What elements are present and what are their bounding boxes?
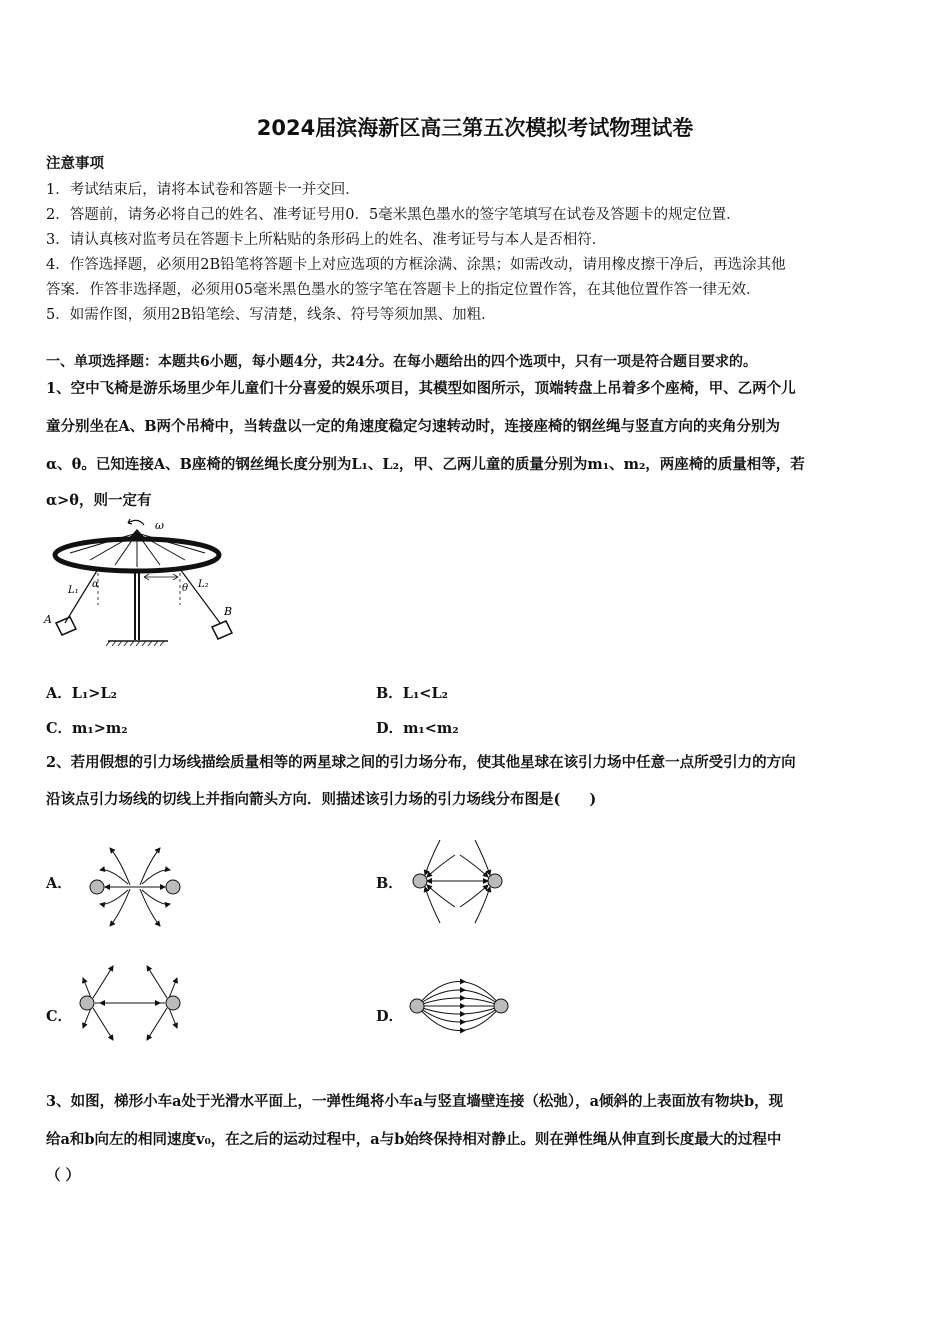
field-diagram-b <box>405 835 510 930</box>
A-label: A <box>44 613 52 626</box>
B-label: B <box>224 605 233 618</box>
notice-item: 5．如需作图，须用2B铅笔绘、写清楚，线条、符号等须加黑、加粗． <box>46 307 496 323</box>
field-diagram-c <box>75 958 185 1053</box>
theta-label: θ <box>182 583 189 594</box>
q2-text: 2、若用假想的引力场线描绘质量相等的两星球之间的引力场分布，使其他星球在该引力场中任意一点所受引力的方向 <box>46 754 796 771</box>
q1-text: α、θ。已知连接A、B座椅的钢丝绳长度分别为L₁、L₂，甲、乙两儿童的质量分别为m₁、m₂，两座椅的质量相等，若 <box>46 456 805 473</box>
q2-option-d[interactable]: D． <box>376 1008 404 1025</box>
q1-text: 童分别坐在A、B两个吊椅中，当转盘以一定的角速度稳定匀速转动时，连接座椅的钢丝绳与竖直方向的夹角分别为 <box>46 418 781 435</box>
notice-item: 4．作答选择题，必须用2B铅笔将答题卡上对应选项的方框涂满、涂黑；如需改动，请用橡皮擦干净后，再选涂其他 <box>46 257 786 273</box>
q2-option-b[interactable]: B． <box>376 875 403 892</box>
swing-ride-figure <box>40 515 250 655</box>
omega-label: ω <box>155 519 164 532</box>
L2-label: L₂ <box>198 579 209 590</box>
q1-text: α>θ，则一定有 <box>46 492 152 509</box>
q3-text: 给a和b向左的相同速度v₀，在之后的运动过程中，a与b始终保持相对静止。则在弹性绳从伸直到长度最大的过程中 <box>46 1131 782 1148</box>
L1-label: L₁ <box>68 585 79 596</box>
field-diagram-d <box>405 962 515 1052</box>
notice-item: 3．请认真核对监考员在答题卡上所粘贴的条形码上的姓名、准考证号与本人是否相符． <box>46 232 607 248</box>
q3-text: 3、如图，梯形小车a处于光滑水平面上，一弹性绳将小车a与竖直墙壁连接（松弛），a倾斜的上表面放有物块b，现 <box>46 1093 784 1110</box>
q1-text: 1、空中飞椅是游乐场里少年儿童们十分喜爱的娱乐项目，其模型如图所示，顶端转盘上吊着多个座椅，甲、乙两个儿 <box>46 380 796 397</box>
section-heading: 一、单项选择题：本题共6小题，每小题4分，共24分。在每小题给出的四个选项中，只有一项是符合题目要求的。 <box>46 354 757 370</box>
q2-option-a[interactable]: A． <box>46 875 72 892</box>
field-diagram-a <box>80 840 190 935</box>
notice-item: 答案．作答非选择题，必须用05毫米黑色墨水的签字笔在答题卡上的指定位置作答，在其他位置作答一律无效． <box>46 282 761 298</box>
q1-option-d[interactable]: D．m₁<m₂ <box>376 720 459 737</box>
q2-text: 沿该点引力场线的切线上并指向箭头方向．则描述该引力场的引力场线分布图是( ) <box>46 791 597 808</box>
q1-option-b[interactable]: B．L₁<L₂ <box>376 685 448 702</box>
page-title: 2024届滨海新区高三第五次模拟考试物理试卷 <box>256 116 694 140</box>
notice-heading: 注意事项 <box>46 156 104 172</box>
alpha-label: α <box>92 579 99 590</box>
q1-option-c[interactable]: C．m₁>m₂ <box>46 720 128 737</box>
q1-option-a[interactable]: A．L₁>L₂ <box>46 685 117 702</box>
notice-item: 2．答题前，请务必将自己的姓名、准考证号用0．5毫米黑色墨水的签字笔填写在试卷及答题卡的规定位置． <box>46 207 741 223</box>
q3-text: （ ） <box>46 1167 81 1184</box>
q2-option-c[interactable]: C． <box>46 1008 73 1025</box>
notice-item: 1．考试结束后，请将本试卷和答题卡一并交回． <box>46 182 360 198</box>
